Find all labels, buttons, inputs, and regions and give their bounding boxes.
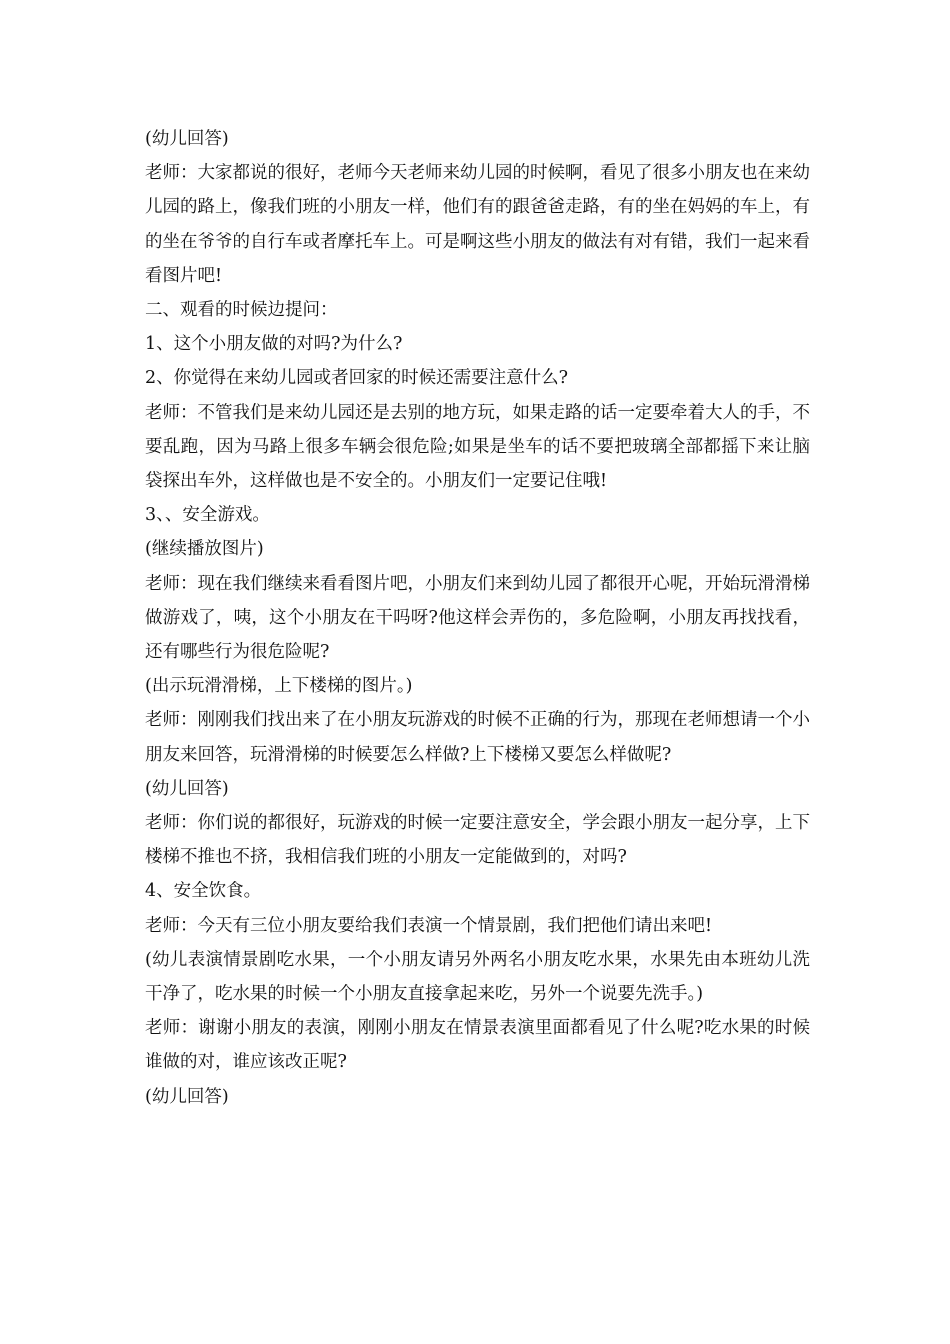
stage-note-show-pictures: (出示玩滑滑梯，上下楼梯的图片。) xyxy=(145,676,413,697)
section-heading-safe-games: 3、、安全游戏。 xyxy=(145,505,270,526)
section-heading-watch-and-ask: 二、观看的时候边提问： xyxy=(145,300,338,321)
paragraph-teacher-skit-question: 老师：谢谢小朋友的表演，刚刚小朋友在情景表演里面都看见了什么呢?吃水果的时候谁做的对，谁应该改正呢? xyxy=(145,1018,810,1073)
question-1: 1、这个小朋友做的对吗?为什么? xyxy=(145,334,403,355)
paragraph-teacher-slide: 老师：现在我们继续来看看图片吧，小朋友们来到幼儿园了都很开心呢，开始玩滑滑梯做游戏了，咦，这个小朋友在干吗呀?他这样会弄伤的，多危险啊，小朋友再找找看，还有哪些行为很危险呢? xyxy=(145,573,810,663)
paragraph-child-answer: (幼儿回答) xyxy=(145,129,229,149)
paragraph-teacher-question: 老师：刚刚我们找出来了在小朋友玩游戏的时候不正确的行为，那现在老师想请一个小朋友来回答，玩滑滑梯的时候要怎么样做?上下楼梯又要怎么样做呢? xyxy=(145,710,810,765)
paragraph-teacher-traffic-safety: 老师：不管我们是来幼儿园还是去别的地方玩，如果走路的话一定要牵着大人的手，不要乱跑，因为马路上很多车辆会很危险;如果是坐车的话不要把玻璃全部都摇下来让脑袋探出车外，这样做也是不安全的。小朋友们一定要记住哦! xyxy=(145,402,810,492)
paragraph-teacher-game-safety: 老师：你们说的都很好，玩游戏的时候一定要注意安全，学会跟小朋友一起分享，上下楼梯不推也不挤，我相信我们班的小朋友一定能做到的，对吗? xyxy=(145,813,810,868)
paragraph-teacher-skit-intro: 老师：今天有三位小朋友要给我们表演一个情景剧，我们把他们请出来吧! xyxy=(145,915,713,936)
paragraph-child-answer-2: (幼儿回答) xyxy=(145,778,229,799)
stage-note-skit: (幼儿表演情景剧吃水果，一个小朋友请另外两名小朋友吃水果，水果先由本班幼儿洗干净了，吃水果的时候一个小朋友直接拿起来吃，另外一个说要先洗手。) xyxy=(145,949,810,1005)
paragraph-teacher-intro: 老师：大家都说的很好，老师今天老师来幼儿园的时候啊，看见了很多小朋友也在来幼儿园的路上，像我们班的小朋友一样，他们有的跟爸爸走路，有的坐在妈妈的车上，有的坐在爷爷的自行车或者摩托车上。可是啊这些小朋友的做法有对有错，我们一起来看看图片吧! xyxy=(145,163,810,286)
stage-note-continue-pictures: (继续播放图片) xyxy=(145,539,264,560)
section-heading-safe-eating: 4、安全饮食。 xyxy=(145,881,262,902)
paragraph-child-answer-3: (幼儿回答) xyxy=(145,1086,229,1107)
document-page xyxy=(145,122,810,1114)
question-2: 2、你觉得在来幼儿园或者回家的时候还需要注意什么? xyxy=(145,368,569,389)
